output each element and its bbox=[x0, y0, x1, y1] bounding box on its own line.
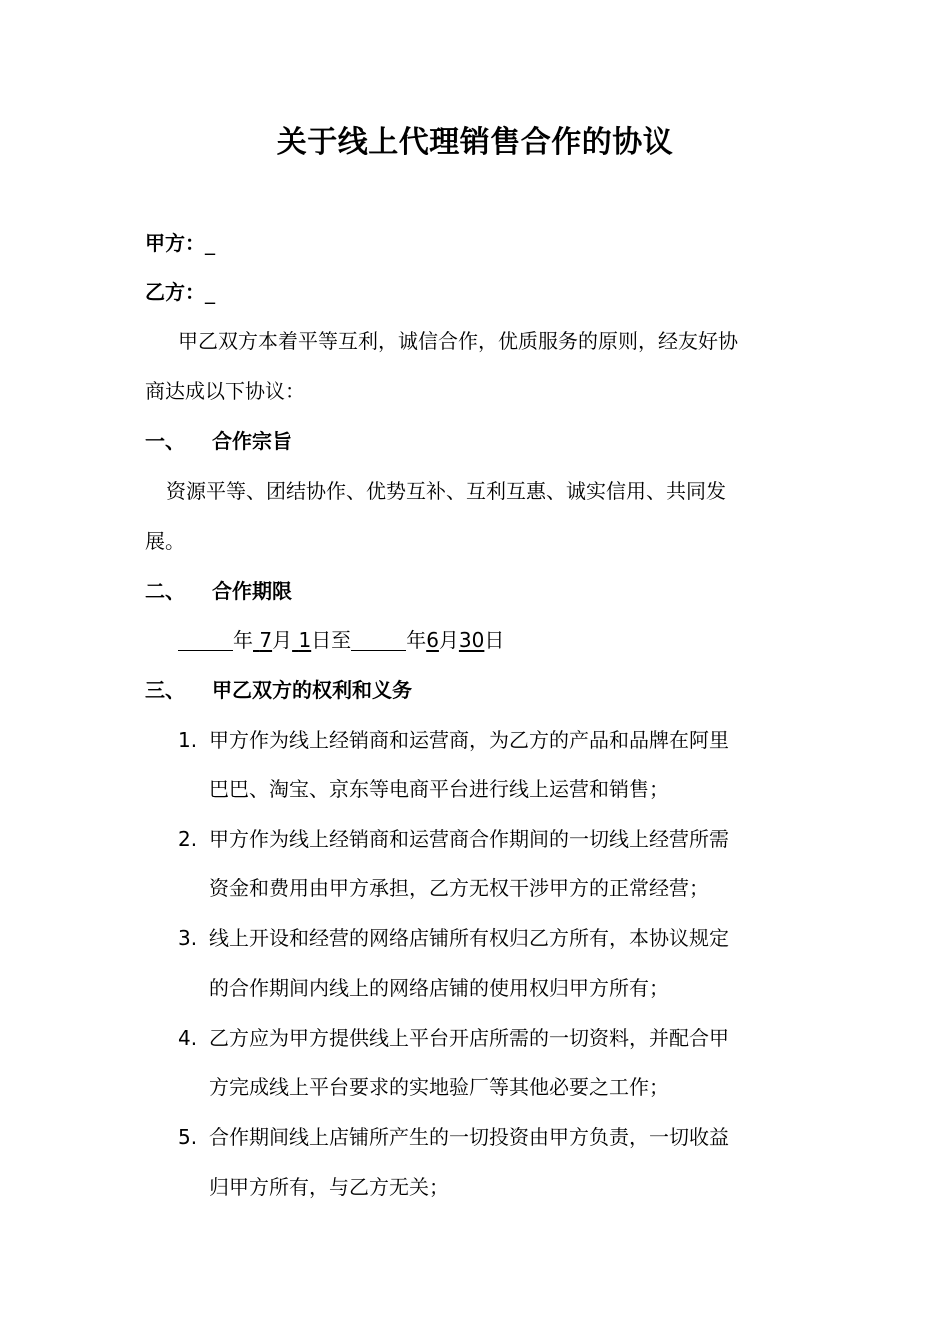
item-number: 4. bbox=[178, 1026, 198, 1050]
item-text-line-2: 资金和费用由甲方承担，乙方无权干涉甲方的正常经营； bbox=[209, 876, 709, 900]
party-b-value: _ bbox=[205, 280, 215, 304]
year-char: 年 bbox=[233, 628, 253, 652]
item-text-line-1: 甲方作为线上经销商和运营商合作期间的一切线上经营所需 bbox=[209, 827, 729, 851]
year-char: 年 bbox=[406, 628, 427, 652]
term-line bbox=[178, 625, 843, 655]
item-number: 5. bbox=[178, 1125, 198, 1149]
section-number: 三、 bbox=[145, 678, 185, 702]
item-number: 3. bbox=[178, 926, 198, 950]
document-title: 关于线上代理销售合作的协议 bbox=[276, 125, 674, 160]
start-month: 7 bbox=[259, 628, 273, 652]
section-heading-3 bbox=[145, 675, 810, 705]
end-year-blank bbox=[351, 628, 406, 651]
section-1-body-line-1: 资源平等、团结协作、优势互补、互利互惠、诚实信用、共同发 bbox=[166, 479, 726, 503]
section-number: 二、 bbox=[145, 579, 185, 603]
item-text-line-2: 方完成线上平台要求的实地验厂等其他必要之工作； bbox=[209, 1075, 669, 1099]
end-day-char: 日 bbox=[484, 628, 505, 652]
item-text-line-1: 乙方应为甲方提供线上平台开店所需的一切资料，并配合甲 bbox=[209, 1026, 729, 1050]
list-item bbox=[178, 1122, 843, 1152]
list-item bbox=[178, 923, 843, 953]
list-item bbox=[178, 1023, 843, 1053]
section-heading-1 bbox=[145, 426, 810, 456]
end-day: 30 bbox=[458, 628, 485, 652]
party-a-value: _ bbox=[205, 231, 215, 255]
day-to-char: 日至 bbox=[311, 628, 352, 652]
party-b-label: 乙方： bbox=[145, 280, 205, 304]
item-text-line-2: 归甲方所有，与乙方无关； bbox=[209, 1175, 449, 1199]
item-text-line-1: 甲方作为线上经销商和运营商，为乙方的产品和品牌在阿里 bbox=[209, 728, 729, 752]
party-a-line bbox=[145, 228, 810, 258]
end-month: 6 bbox=[426, 628, 439, 652]
preamble-line-2: 商达成以下协议： bbox=[145, 379, 305, 403]
section-number: 一、 bbox=[145, 429, 185, 453]
list-item bbox=[178, 824, 843, 854]
start-day: 1 bbox=[298, 628, 312, 652]
section-1-body-line-2: 展。 bbox=[145, 529, 185, 553]
party-a-label: 甲方： bbox=[145, 231, 205, 255]
section-title: 甲乙双方的权利和义务 bbox=[212, 678, 412, 702]
list-item bbox=[178, 725, 843, 755]
item-number: 2. bbox=[178, 827, 198, 851]
item-text-line-2: 巴巴、淘宝、京东等电商平台进行线上运营和销售； bbox=[209, 777, 669, 801]
item-number: 1. bbox=[178, 728, 198, 752]
month-char: 月 bbox=[438, 628, 459, 652]
item-text-line-1: 合作期间线上店铺所产生的一切投资由甲方负责，一切收益 bbox=[209, 1125, 729, 1149]
month-char: 月 bbox=[272, 628, 293, 652]
section-heading-2 bbox=[145, 576, 810, 606]
start-year-blank bbox=[178, 628, 233, 651]
party-b-line bbox=[145, 277, 810, 307]
item-text-line-2: 的合作期间内线上的网络店铺的使用权归甲方所有； bbox=[209, 976, 669, 1000]
preamble-line-1: 甲乙双方本着平等互利，诚信合作，优质服务的原则，经友好协 bbox=[178, 329, 738, 353]
section-title: 合作期限 bbox=[212, 579, 292, 603]
item-text-line-1: 线上开设和经营的网络店铺所有权归乙方所有，本协议规定 bbox=[209, 926, 729, 950]
section-title: 合作宗旨 bbox=[212, 429, 292, 453]
